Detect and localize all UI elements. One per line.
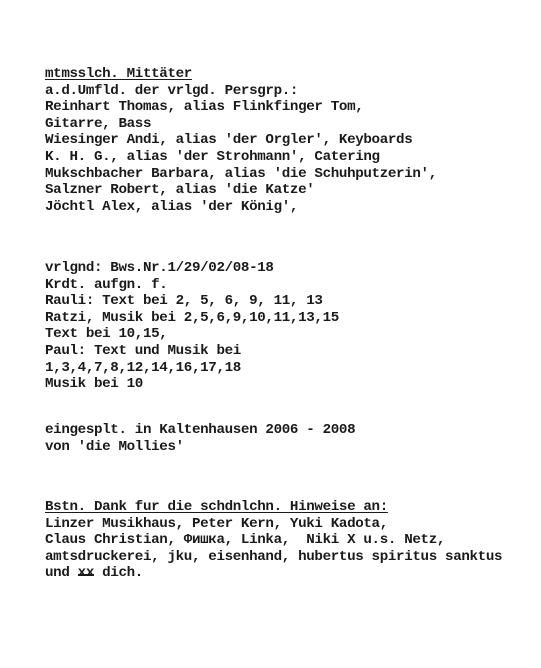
- thanks-last-suffix: dich.: [93, 565, 143, 582]
- thanks-section: [45, 499, 502, 582]
- recording-line: eingesplt. in Kaltenhausen 2006 - 2008: [45, 422, 356, 438]
- thanks-heading: Bstn. Dank fur die schdnlchn. Hinweise an:: [45, 499, 388, 515]
- rights-line: vrlgnd: Bws.Nr.1/29/02/08-18: [45, 260, 274, 276]
- rights-section: [45, 260, 339, 393]
- credits-line: Reinhart Thomas, alias Flinkfinger Tom,: [45, 99, 364, 116]
- credits-section: [45, 66, 437, 215]
- thanks-line: Linzer Musikhaus, Peter Kern, Yuki Kadota,: [45, 515, 388, 532]
- thanks-last-line: [45, 565, 502, 582]
- recording-section: [45, 422, 355, 455]
- recording-line: von 'die Mollies': [45, 438, 184, 455]
- credits-line: Jöchtl Alex, alias 'der König',: [45, 198, 299, 215]
- credits-line: K. H. G., alias 'der Strohmann', Catering: [45, 148, 380, 165]
- rights-line: Musik bei 10: [45, 376, 143, 393]
- credits-line: Salzner Robert, alias 'die Katze': [45, 182, 315, 199]
- rights-line: Paul: Text und Musik bei: [45, 342, 241, 359]
- thanks-last-prefix: und: [45, 565, 78, 582]
- rights-line: Rauli: Text bei 2, 5, 6, 9, 11, 13: [45, 293, 323, 310]
- thanks-line: Claus Christian, Фишка, Linka, Niki X u.s. Netz,: [45, 532, 446, 549]
- rights-line: Krdt. aufgn. f.: [45, 276, 168, 293]
- credits-line: Wiesinger Andi, alias 'der Orgler', Keyboards: [45, 132, 413, 149]
- rights-line: Ratzi, Musik bei 2,5,6,9,10,11,13,15: [45, 309, 339, 326]
- thanks-line: amtsdruckerei, jku, eisenhand, hubertus spiritus sanktus: [45, 548, 503, 565]
- rights-line: 1,3,4,7,8,12,14,16,17,18: [45, 359, 241, 376]
- struck-out-word: xx: [77, 565, 94, 582]
- rights-line: Text bei 10,15,: [45, 326, 168, 343]
- credits-line: a.d.Umfld. der vrlgd. Persgrp.:: [45, 82, 299, 99]
- credits-heading: mtmsslch. Mittäter: [45, 66, 192, 82]
- credits-line: Gitarre, Bass: [45, 115, 152, 132]
- credits-line: Mukschbacher Barbara, alias 'die Schuhputzerin',: [45, 165, 437, 182]
